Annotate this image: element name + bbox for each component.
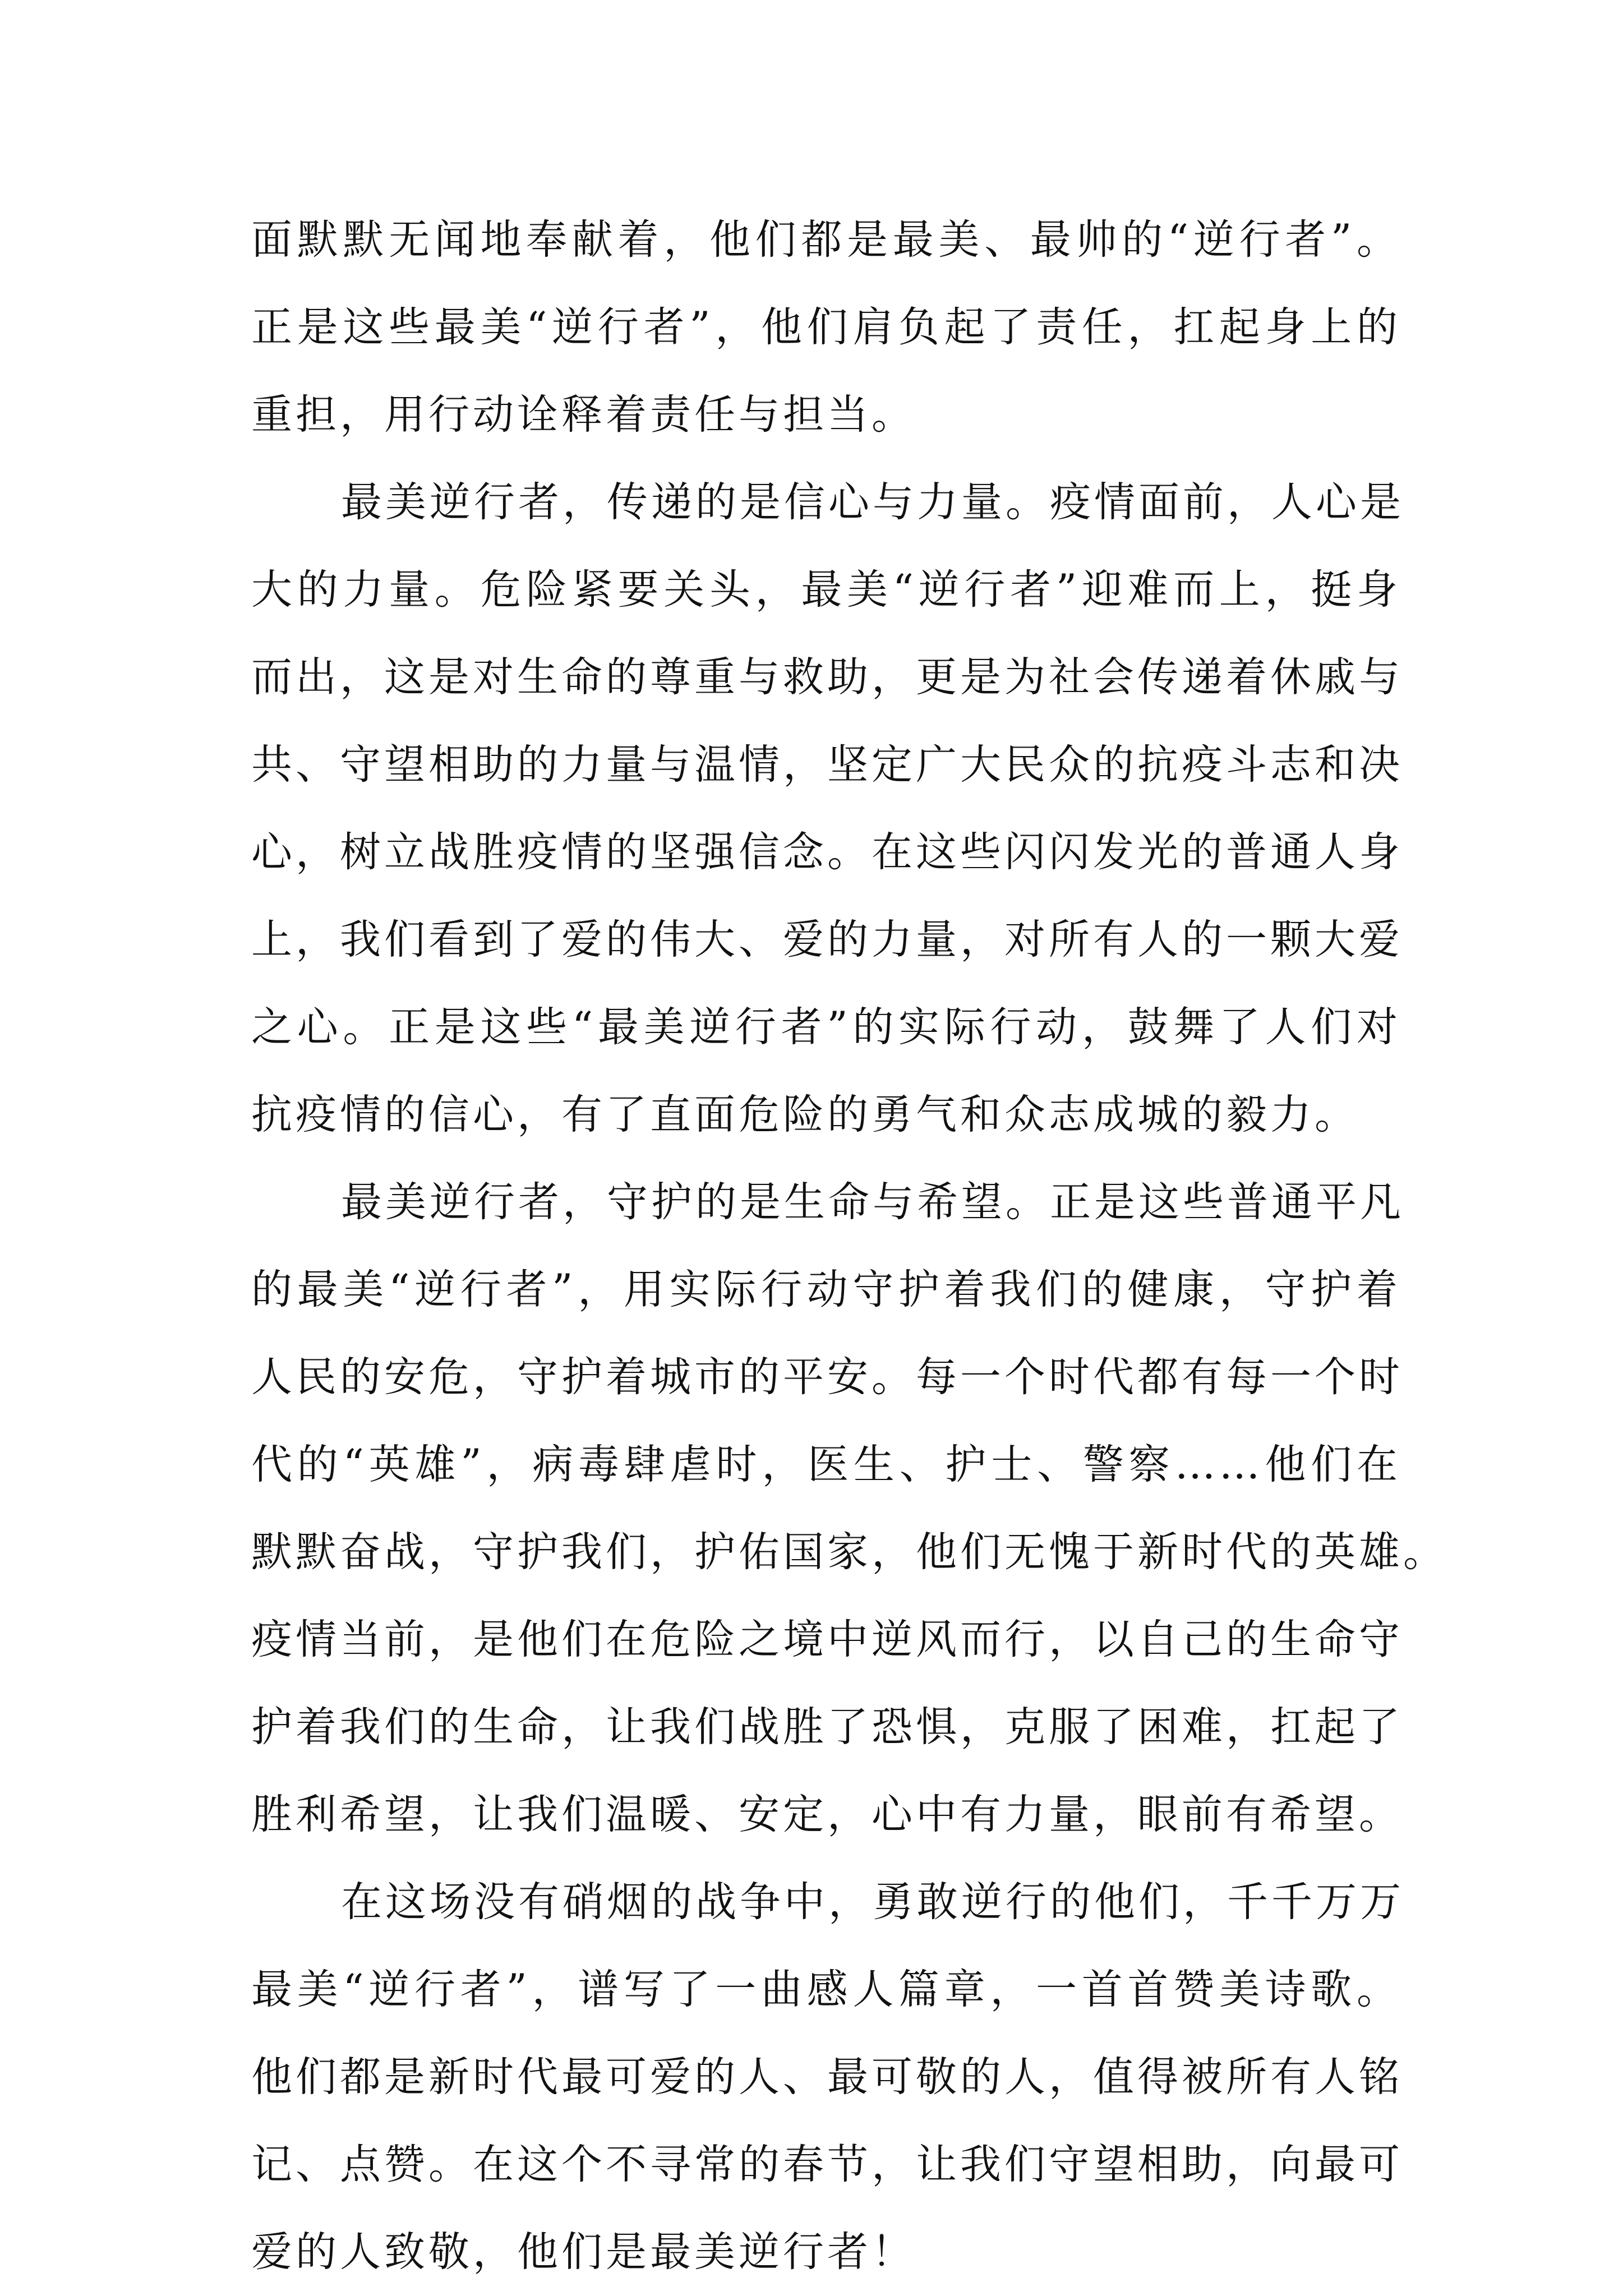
text-line: 爱的人致敬，他们是最美逆行者！: [251, 2228, 916, 2276]
paragraph-first-line: 最美逆行者，守护的是生命与希望。正是这些普通平凡: [341, 1178, 1404, 1226]
document-body: [251, 196, 1447, 2296]
text-line: 的最美“逆行者”，用实际行动守护着我们的健康，守护着: [251, 1266, 1401, 1313]
text-line: 重担，用行动诠释着责任与担当。: [251, 391, 916, 439]
text-line: 胜利希望，让我们温暖、安定，心中有力量，眼前有希望。: [251, 1791, 1403, 1838]
text-line: 默默奋战，守护我们，护佑国家，他们无愧于新时代的英雄。: [251, 1528, 1447, 1576]
paragraph-first-line: 最美逆行者，传递的是信心与力量。疫情面前，人心是: [341, 478, 1404, 526]
text-line: 共、守望相助的力量与温情，坚定广大民众的抗疫斗志和决: [251, 741, 1403, 789]
text-line: 面默默无闻地奉献着，他们都是最美、最帅的“逆行者”。: [251, 216, 1401, 264]
text-line: 上，我们看到了爱的伟大、爱的力量，对所有人的一颗大爱: [251, 916, 1403, 963]
text-line: 护着我们的生命，让我们战胜了恐惧，克服了困难，扛起了: [251, 1703, 1403, 1751]
text-line: 抗疫情的信心，有了直面危险的勇气和众志成城的毅力。: [251, 1091, 1359, 1138]
text-line: 最美“逆行者”，谱写了一曲感人篇章，一首首赞美诗歌。: [251, 1966, 1401, 2013]
text-line: 人民的安危，守护着城市的平安。每一个时代都有每一个时: [251, 1353, 1403, 1401]
text-line: 正是这些最美“逆行者”，他们肩负起了责任，扛起身上的: [251, 303, 1401, 351]
text-line: 他们都是新时代最可爱的人、最可敬的人，值得被所有人铭: [251, 2053, 1403, 2101]
text-line: 大的力量。危险紧要关头，最美“逆行者”迎难而上，挺身: [251, 566, 1401, 614]
text-line: 之心。正是这些“最美逆行者”的实际行动，鼓舞了人们对: [251, 1003, 1401, 1051]
text-line: 代的“英雄”，病毒肆虐时，医生、护士、警察……他们在: [251, 1441, 1401, 1488]
text-line: 记、点赞。在这个不寻常的春节，让我们守望相助，向最可: [251, 2141, 1403, 2188]
text-line: 疫情当前，是他们在危险之境中逆风而行，以自己的生命守: [251, 1616, 1403, 1663]
text-line: 心，树立战胜疫情的坚强信念。在这些闪闪发光的普通人身: [251, 828, 1403, 876]
paragraph-first-line: 在这场没有硝烟的战争中，勇敢逆行的他们，千千万万: [341, 1878, 1404, 1926]
text-line: 而出，这是对生命的尊重与救助，更是为社会传递着休戚与: [251, 653, 1403, 701]
